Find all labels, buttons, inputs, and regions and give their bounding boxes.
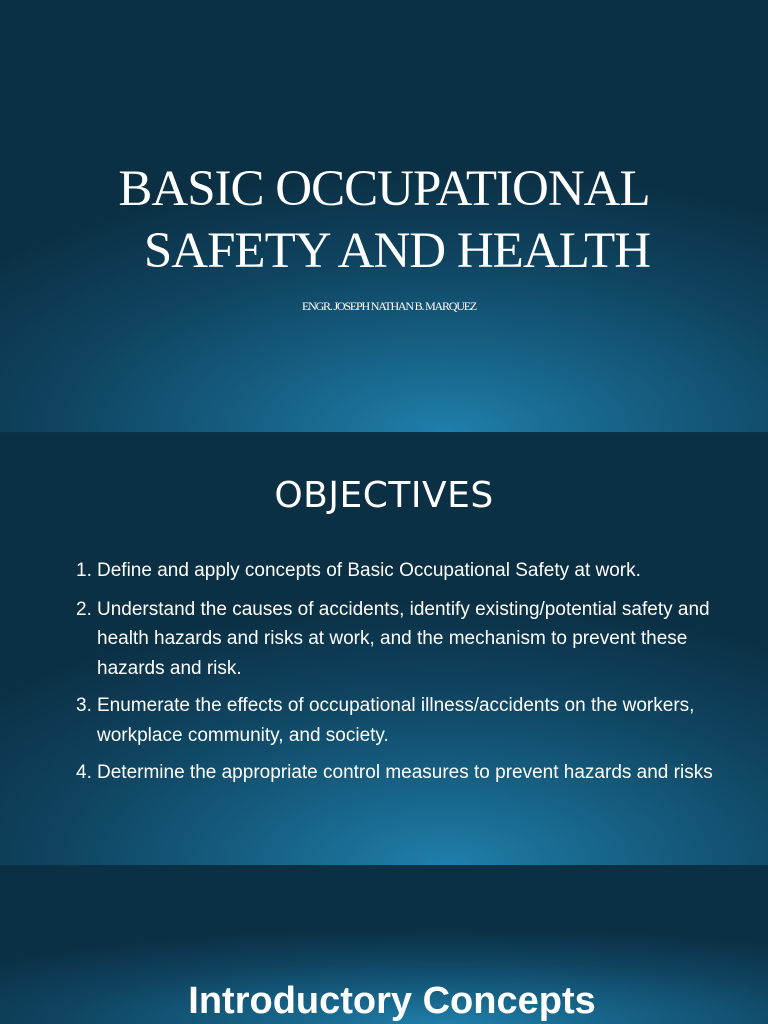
introductory-concepts-slide bbox=[0, 866, 768, 1024]
list-item-text: Understand the causes of accidents, identify existing/potential safety and health hazards and risks at work, and the mechanism to prevent these hazards and risk. bbox=[97, 598, 710, 679]
list-item-number: 3. bbox=[76, 695, 92, 716]
list-item-number: 1. bbox=[76, 560, 92, 581]
presenter-name: ENGR. JOSEPH NATHAN B. MARQUEZ bbox=[301, 299, 476, 313]
objectives-list bbox=[76, 556, 736, 796]
list-item bbox=[76, 758, 736, 788]
title-slide bbox=[0, 0, 768, 432]
list-item-text: Define and apply concepts of Basic Occupational Safety at work. bbox=[97, 560, 641, 581]
list-item-number: 2. bbox=[76, 598, 92, 620]
list-item bbox=[76, 556, 736, 586]
objectives-slide bbox=[0, 433, 768, 865]
objectives-title: OBJECTIVES bbox=[274, 475, 494, 516]
list-item bbox=[76, 595, 736, 684]
list-item-text: Determine the appropriate control measures to prevent hazards and risks bbox=[97, 762, 713, 783]
title-line-2: SAFETY AND HEALTH bbox=[143, 223, 651, 279]
presentation-title bbox=[0, 158, 768, 282]
introductory-concepts-title: Introductory Concepts bbox=[188, 980, 596, 1022]
title-line-1: BASIC OCCUPATIONAL bbox=[118, 161, 650, 217]
list-item-number: 4. bbox=[76, 762, 92, 783]
list-item bbox=[76, 691, 736, 750]
list-item-text: Enumerate the effects of occupational illness/accidents on the workers, workplace community, and society. bbox=[97, 695, 695, 746]
